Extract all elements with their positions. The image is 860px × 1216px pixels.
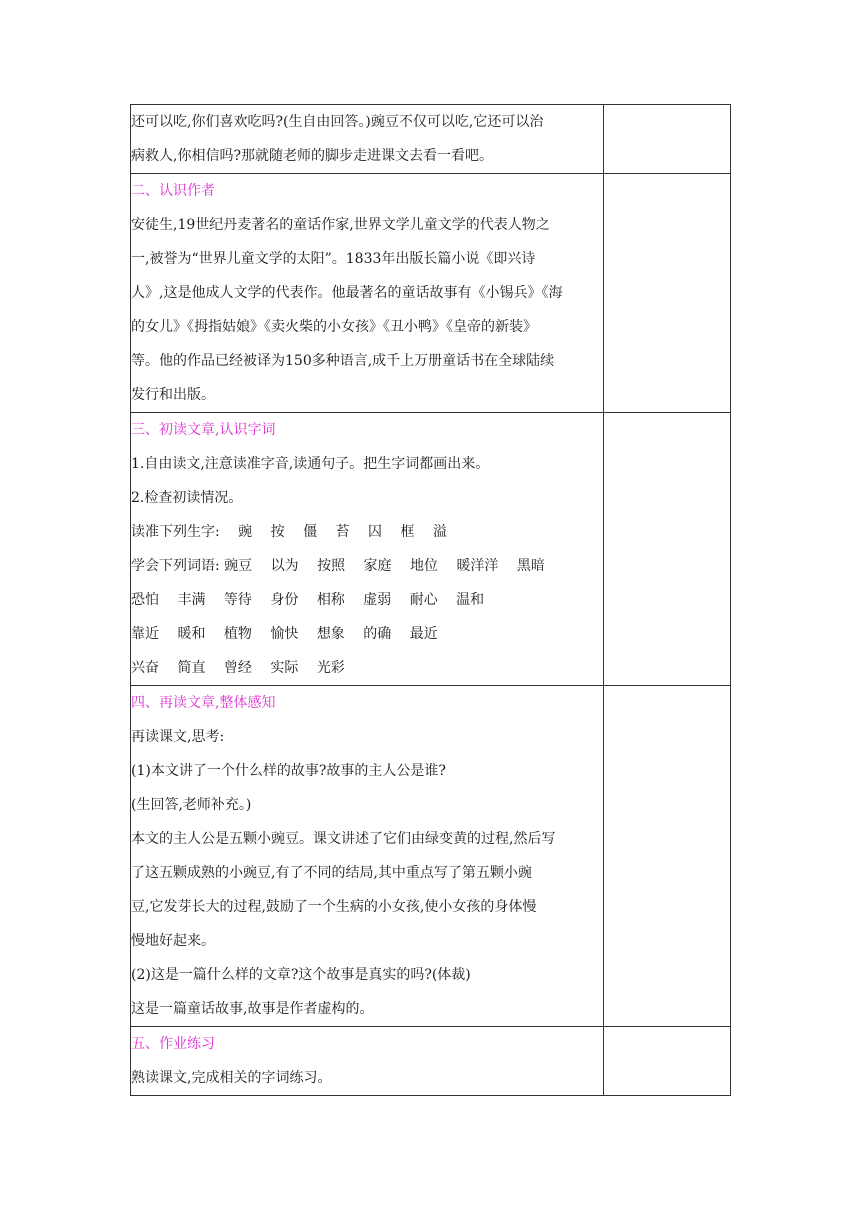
author-cell bbox=[131, 174, 604, 413]
word-item: 的确 bbox=[363, 626, 392, 642]
word-item: 温和 bbox=[456, 592, 485, 608]
word-item: 按照 bbox=[317, 558, 346, 574]
lesson-plan-table bbox=[130, 104, 731, 1096]
author-line: 安徒生,19世纪丹麦著名的童话作家,世界文学儿童文学的代表人物之 bbox=[131, 217, 550, 233]
step-1: 1.自由读文,注意读准字音,读通句子。把生字词都画出来。 bbox=[131, 456, 490, 472]
word-item: 等待 bbox=[223, 592, 252, 608]
author-row bbox=[131, 174, 731, 413]
word-item: 实际 bbox=[270, 660, 299, 676]
intro-line: 病救人,你相信吗?那就随老师的脚步走进课文去看一看吧。 bbox=[131, 148, 493, 164]
word-item: 植物 bbox=[223, 626, 252, 642]
word-item: 最近 bbox=[409, 626, 438, 642]
prompt-text: 再读课文,思考: bbox=[131, 729, 225, 745]
word-item: 暖洋洋 bbox=[456, 558, 499, 574]
chars-row bbox=[131, 515, 603, 549]
word-item: 家庭 bbox=[363, 558, 392, 574]
char-item: 囚 bbox=[367, 524, 382, 540]
char-item: 豌 bbox=[238, 524, 253, 540]
notes-cell bbox=[604, 413, 731, 686]
author-line: 发行和出版。 bbox=[131, 387, 215, 403]
answer-1-line: 本文的主人公是五颗小豌豆。课文讲述了它们由绿变黄的过程,然后写 bbox=[131, 831, 556, 847]
words-label: 学会下列词语: bbox=[131, 558, 220, 574]
word-item: 丰满 bbox=[177, 592, 206, 608]
step-2: 2.检查初读情况。 bbox=[131, 490, 243, 506]
question-1-note: (生回答,老师补充。) bbox=[131, 797, 252, 813]
section-heading-second-read: 四、再读文章,整体感知 bbox=[131, 695, 276, 711]
section-heading-first-read: 三、初读文章,认识字词 bbox=[131, 422, 276, 438]
author-line: 等。他的作品已经被译为150多种语言,成千上万册童话书在全球陆续 bbox=[131, 353, 555, 369]
words-row bbox=[131, 651, 603, 685]
homework-text: 熟读课文,完成相关的字词练习。 bbox=[131, 1070, 332, 1086]
intro-row bbox=[131, 105, 731, 174]
word-item: 曾经 bbox=[223, 660, 252, 676]
char-item: 溢 bbox=[432, 524, 447, 540]
words-row bbox=[131, 617, 603, 651]
word-item: 地位 bbox=[409, 558, 438, 574]
second-read-row bbox=[131, 686, 731, 1027]
word-item: 简直 bbox=[177, 660, 206, 676]
word-item: 恐怕 bbox=[131, 592, 159, 608]
char-item: 苔 bbox=[335, 524, 350, 540]
char-item: 按 bbox=[270, 524, 285, 540]
char-item: 僵 bbox=[303, 524, 318, 540]
notes-cell bbox=[604, 105, 731, 174]
answer-1-line: 豆,它发芽长大的过程,鼓励了一个生病的小女孩,使小女孩的身体慢 bbox=[131, 899, 537, 915]
question-1: (1)本文讲了一个什么样的故事?故事的主人公是谁? bbox=[131, 763, 446, 779]
second-read-cell bbox=[131, 686, 604, 1027]
author-line: 人》,这是他成人文学的代表作。他最著名的童话故事有《小锡兵》《海 bbox=[131, 285, 563, 301]
char-item: 框 bbox=[400, 524, 415, 540]
first-read-row bbox=[131, 413, 731, 686]
answer-1-line: 慢地好起来。 bbox=[131, 933, 215, 949]
answer-2: 这是一篇童话故事,故事是作者虚构的。 bbox=[131, 1001, 374, 1017]
first-read-cell bbox=[131, 413, 604, 686]
homework-cell bbox=[131, 1027, 604, 1096]
author-line: 的女儿》《拇指姑娘》《卖火柴的小女孩》《丑小鸭》《皇帝的新装》 bbox=[131, 319, 537, 335]
answer-1-line: 了这五颗成熟的小豌豆,有了不同的结局,其中重点写了第五颗小豌 bbox=[131, 865, 532, 881]
notes-cell bbox=[604, 1027, 731, 1096]
intro-cell bbox=[131, 105, 604, 174]
word-item: 暖和 bbox=[177, 626, 206, 642]
word-item: 以为 bbox=[270, 558, 299, 574]
word-item: 黑暗 bbox=[516, 558, 545, 574]
words-row bbox=[131, 583, 603, 617]
author-line: 一,被誉为“世界儿童文学的太阳”。1833年出版长篇小说《即兴诗 bbox=[131, 251, 536, 267]
word-item: 相称 bbox=[316, 592, 345, 608]
words-row bbox=[131, 549, 603, 583]
question-2: (2)这是一篇什么样的文章?这个故事是真实的吗?(体裁) bbox=[131, 967, 471, 983]
notes-cell bbox=[604, 174, 731, 413]
word-item: 想象 bbox=[316, 626, 345, 642]
chars-label: 读准下列生字: bbox=[131, 524, 220, 540]
word-item: 愉快 bbox=[270, 626, 299, 642]
word-item: 耐心 bbox=[409, 592, 438, 608]
section-heading-author: 二、认识作者 bbox=[131, 183, 215, 199]
word-item: 虚弱 bbox=[363, 592, 392, 608]
word-item: 身份 bbox=[270, 592, 299, 608]
notes-cell bbox=[604, 686, 731, 1027]
word-item: 靠近 bbox=[131, 626, 159, 642]
homework-row bbox=[131, 1027, 731, 1096]
word-item: 豌豆 bbox=[224, 558, 253, 574]
word-item: 兴奋 bbox=[131, 660, 159, 676]
word-item: 光彩 bbox=[316, 660, 345, 676]
intro-line: 还可以吃,你们喜欢吃吗?(生自由回答。)豌豆不仅可以吃,它还可以治 bbox=[131, 114, 544, 130]
section-heading-homework: 五、作业练习 bbox=[131, 1036, 215, 1052]
